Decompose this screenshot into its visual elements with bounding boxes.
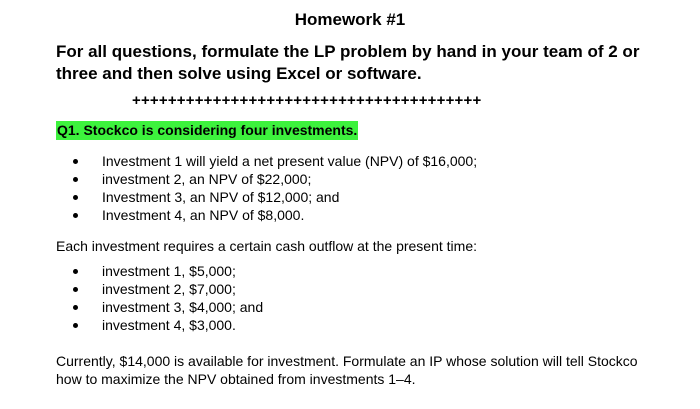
npv-item-text: Investment 4, an NPV of $8,000. <box>102 207 305 223</box>
npv-item-text: investment 2, an NPV of $22,000; <box>102 171 312 187</box>
cash-item-text: investment 3, $4,000; and <box>102 299 264 315</box>
instructions-text: For all questions, formulate the LP problem by hand in your team of 2 or three and then solve using Excel or software. <box>56 42 640 83</box>
closing-paragraph: Currently, $14,000 is available for investment. Formulate an IP whose solution will tell Stockco how to maximize the NPV obtained from investments 1–4. <box>56 353 638 387</box>
bullet-icon <box>73 287 78 292</box>
list-item <box>70 262 263 280</box>
cash-item-text: investment 1, $5,000; <box>102 263 236 279</box>
bullet-icon <box>73 177 78 182</box>
list-item <box>70 280 263 298</box>
outflow-intro: Each investment requires a certain cash outflow at the present time: <box>56 238 477 254</box>
bullet-icon <box>73 195 78 200</box>
npv-item-text: Investment 3, an NPV of $12,000; and <box>102 189 340 205</box>
list-item <box>70 188 477 206</box>
npv-list <box>70 152 477 224</box>
bullet-icon <box>73 159 78 164</box>
list-item <box>70 206 477 224</box>
cash-item-text: investment 4, $3,000. <box>102 317 236 333</box>
bullet-icon <box>73 323 78 328</box>
question-heading: Q1. Stockco is considering four investments. <box>57 122 358 138</box>
bullet-icon <box>73 305 78 310</box>
homework-title: Homework #1 <box>294 10 406 29</box>
cash-item-text: investment 2, $7,000; <box>102 281 236 297</box>
separator-line: +++++++++++++++++++++++++++++++++++++++ <box>132 92 482 109</box>
list-item <box>70 316 263 334</box>
list-item <box>70 152 477 170</box>
list-item <box>70 298 263 316</box>
npv-item-text: Investment 1 will yield a net present value (NPV) of $16,000; <box>102 153 478 169</box>
bullet-icon <box>73 213 78 218</box>
list-item <box>70 170 477 188</box>
bullet-icon <box>73 269 78 274</box>
cash-outflow-list <box>70 262 263 334</box>
